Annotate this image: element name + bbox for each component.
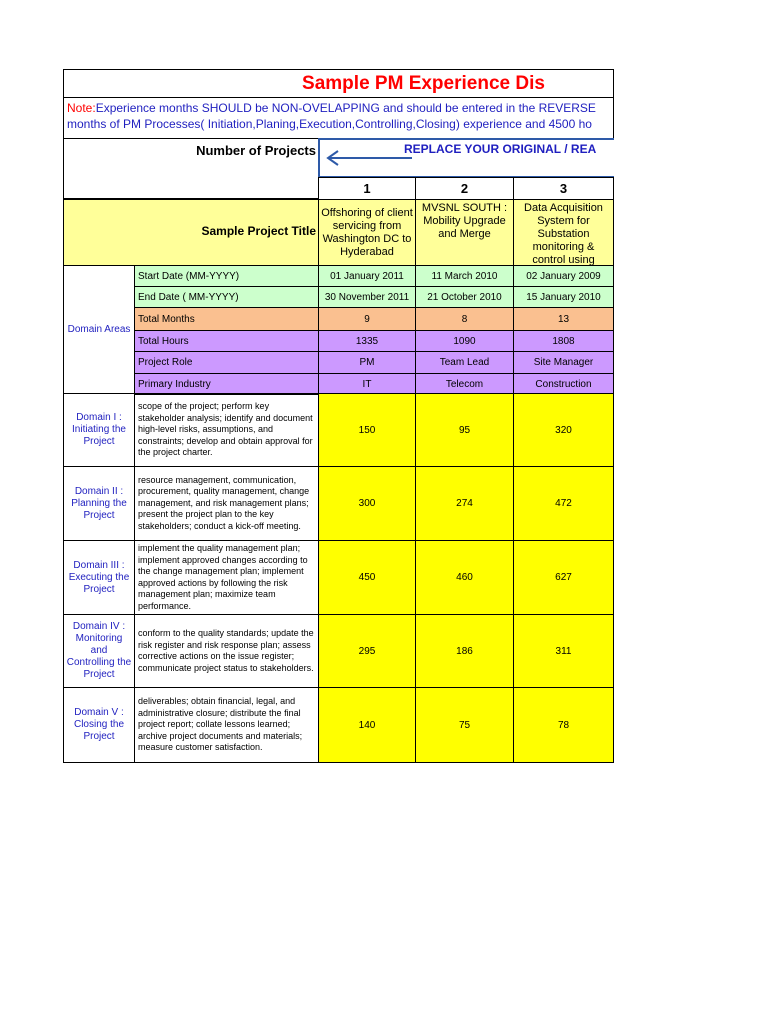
domain-hours-project-1[interactable]: 140 (318, 687, 416, 763)
domain-label-1[interactable]: Domain I : Initiating the Project (63, 393, 135, 467)
detail-row-label[interactable]: Start Date (MM-YYYY) (134, 265, 319, 287)
detail-row-label[interactable]: Primary Industry (134, 373, 319, 395)
detail-row-label[interactable]: Total Hours (134, 330, 319, 352)
domain-hours-project-3[interactable]: 627 (513, 540, 614, 615)
detail-value-project-1[interactable]: 01 January 2011 (318, 265, 416, 287)
project-title-1[interactable]: Offshoring of client servicing from Washington DC to Hyderabad (318, 199, 416, 266)
detail-value-project-2[interactable]: Telecom (415, 373, 514, 395)
domain-label-5[interactable]: Domain V : Closing the Project (63, 687, 135, 763)
detail-row-label[interactable]: Project Role (134, 351, 319, 374)
domain-hours-project-1[interactable]: 450 (318, 540, 416, 615)
domain-description-4[interactable]: conform to the quality standards; update the risk register and risk response plan; assess corrective actions on the issue register; communicate project status to stakeholders. (134, 614, 319, 688)
number-of-projects-label: Number of Projects (196, 143, 316, 158)
spreadsheet (63, 69, 614, 763)
domain-hours-project-2[interactable]: 460 (415, 540, 514, 615)
detail-value-project-3[interactable]: 02 January 2009 (513, 265, 614, 287)
sample-project-title-cell[interactable] (63, 199, 319, 266)
detail-row-label[interactable]: End Date ( MM-YYYY) (134, 286, 319, 308)
project-number-1[interactable]: 1 (318, 177, 416, 200)
replace-banner[interactable] (318, 138, 614, 178)
domain-label-4[interactable]: Domain IV : Monitoring and Controlling the Project (63, 614, 135, 688)
detail-value-project-3[interactable]: 15 January 2010 (513, 286, 614, 308)
domain-description-3[interactable]: implement the quality management plan; implement approved changes according to the change management plan; implement approved actions by following the risk management plan; maximize team performance. (134, 540, 319, 615)
replace-text: REPLACE YOUR ORIGINAL / REA (404, 142, 597, 156)
number-of-projects-cell[interactable] (63, 138, 319, 199)
project-number-3[interactable]: 3 (513, 177, 614, 200)
domain-hours-project-3[interactable]: 78 (513, 687, 614, 763)
detail-value-project-2[interactable]: 8 (415, 307, 514, 331)
detail-value-project-1[interactable]: 1335 (318, 330, 416, 352)
domain-hours-project-3[interactable]: 472 (513, 466, 614, 541)
detail-value-project-1[interactable]: PM (318, 351, 416, 374)
domain-description-1[interactable]: scope of the project; perform key stakeholder analysis; identify and document high-level risks, assumptions, and constraints; develop and obtain approval for the project charter. (134, 393, 319, 467)
project-number-2[interactable]: 2 (415, 177, 514, 200)
detail-value-project-3[interactable]: 1808 (513, 330, 614, 352)
detail-value-project-1[interactable]: 30 November 2011 (318, 286, 416, 308)
note-line-1: Experience months SHOULD be NON-OVELAPPING and should be entered in the REVERSE (95, 101, 596, 115)
detail-value-project-2[interactable]: 21 October 2010 (415, 286, 514, 308)
detail-value-project-3[interactable]: Site Manager (513, 351, 614, 374)
domain-hours-project-3[interactable]: 311 (513, 614, 614, 688)
project-title-3[interactable]: Data Acquisition System for Substation monitoring & control using (513, 199, 614, 266)
detail-value-project-3[interactable]: 13 (513, 307, 614, 331)
domain-hours-project-2[interactable]: 274 (415, 466, 514, 541)
note-text (64, 98, 613, 132)
domain-hours-project-1[interactable]: 300 (318, 466, 416, 541)
detail-value-project-1[interactable]: IT (318, 373, 416, 395)
domain-description-2[interactable]: resource management, communication, procurement, quality management, change management, and risk management plans; present the project plan to the key stakeholders; conduct a kick-off meeting. (134, 466, 319, 541)
domain-label-3[interactable]: Domain III : Executing the Project (63, 540, 135, 615)
detail-value-project-3[interactable]: Construction (513, 373, 614, 395)
detail-value-project-2[interactable]: 1090 (415, 330, 514, 352)
project-title-2[interactable]: MVSNL SOUTH : Mobility Upgrade and Merge (415, 199, 514, 266)
domain-hours-project-2[interactable]: 75 (415, 687, 514, 763)
domain-areas-label[interactable]: Domain Areas (63, 265, 135, 394)
domain-hours-project-3[interactable]: 320 (513, 393, 614, 467)
detail-value-project-1[interactable]: 9 (318, 307, 416, 331)
domain-label-2[interactable]: Domain II : Planning the Project (63, 466, 135, 541)
detail-value-project-2[interactable]: 11 March 2010 (415, 265, 514, 287)
sample-project-title-label: Sample Project Title (201, 224, 316, 238)
domain-hours-project-1[interactable]: 295 (318, 614, 416, 688)
domain-description-5[interactable]: deliverables; obtain financial, legal, and administrative closure; distribute the final project report; collate lessons learned; archive project documents and materials; measure customer satisfaction. (134, 687, 319, 763)
title-cell[interactable] (63, 69, 614, 98)
note-line-2: months of PM Processes( Initiation,Planing,Execution,Controlling,Closing) experience and 4500 ho (67, 117, 592, 131)
domain-hours-project-2[interactable]: 95 (415, 393, 514, 467)
domain-hours-project-2[interactable]: 186 (415, 614, 514, 688)
detail-value-project-2[interactable]: Team Lead (415, 351, 514, 374)
sheet-title: Sample PM Experience Dis (302, 72, 545, 94)
detail-row-label[interactable]: Total Months (134, 307, 319, 331)
note-label: Note: (67, 101, 96, 115)
arrow-left-icon (324, 148, 414, 168)
domain-hours-project-1[interactable]: 150 (318, 393, 416, 467)
note-cell[interactable] (63, 97, 614, 139)
